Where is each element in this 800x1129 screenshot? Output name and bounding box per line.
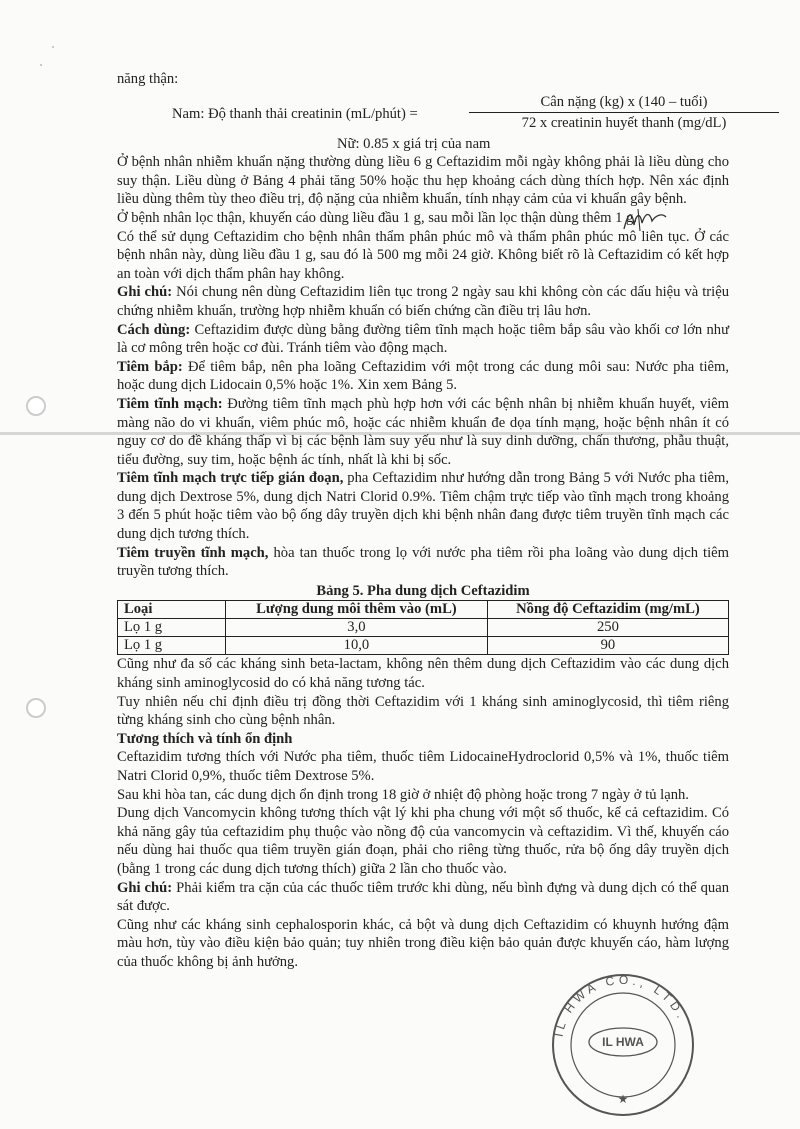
section-heading-compatibility: Tương thích và tính ổn định: [117, 730, 293, 747]
formula-denominator: 72 x creatinin huyết thanh (mg/dL): [521, 115, 727, 132]
table-header-row: [118, 601, 729, 619]
paragraph-cephalosporin: Cũng như các kháng sinh cephalosporin khác, cả bột và dung dịch Ceftazidim có khuynh hướng đậm màu hơn, tùy vào điều kiện bảo quản; tuy nhiên trong điều kiện bảo quản được khuyến cáo, hàm lượng của thuốc không bị ảnh hưởng.: [117, 916, 729, 970]
table-row: [118, 619, 729, 637]
paragraph-note-2: [117, 879, 729, 916]
scan-speck: [52, 46, 54, 48]
label-note: Ghi chú:: [117, 879, 173, 896]
paragraph-severe-infection: Ở bệnh nhân nhiễm khuẩn nặng thường dùng liều 6 g Ceftazidim mỗi ngày không phải là liều dùng cho suy thận. Liều dùng ở Bảng 4 phải tăng 50% hoặc thu hẹp khoảng cách dùng thích hợp. Nên xác định liều dùng thêm tùy theo điều trị, độ nặng của nhiễm khuẩn, tính nhạy cảm của vi khuẩn gây bệnh.: [117, 154, 729, 208]
formula-fraction: [469, 93, 779, 133]
table-cell: 3,0: [226, 619, 488, 637]
stamp-star-icon: ★: [617, 1092, 629, 1106]
label-intravenous: Tiêm tĩnh mạch:: [117, 395, 223, 412]
paragraph-peritoneal: Có thể sử dụng Ceftazidim cho bệnh nhân thẩm phân phúc mô và thẩm phân phúc mô liên tục. Ở các bệnh nhân này, dùng liều đầu 1 g, sau đó là 500 mg mỗi 24 giờ. Không biết rõ là Ceftazidim có kết hợp an toàn với dịch thẩm phân hay không.: [117, 228, 729, 282]
table-row: [118, 637, 729, 655]
table-cell: Lọ 1 g: [118, 637, 226, 655]
stamp-text: IL HWA: [602, 1035, 644, 1049]
label-intramuscular: Tiêm bắp:: [117, 358, 183, 375]
paragraph-beta-lactam: Cũng như đa số các kháng sinh beta-lactam, không nên thêm dung dịch Ceftazidim vào các dung dịch kháng sinh aminoglycosid do có khả năng tương tác.: [117, 656, 729, 692]
note-text: Nói chung nên dùng Ceftazidim liên tục trong 2 ngày sau khi không còn các dấu hiệu và triệu chứng nhiễm khuẩn, trường hợp nhiễm khuẩn có biến chứng cần điều trị lâu hơn.: [117, 284, 729, 319]
table-cell: 250: [487, 619, 728, 637]
label-iv-infusion: Tiêm truyền tĩnh mạch,: [117, 544, 269, 561]
label-administration: Cách dùng:: [117, 321, 191, 338]
paragraph-note-1: [117, 283, 729, 320]
administration-text: Ceftazidim được dùng bằng đường tiêm tĩnh mạch hoặc tiêm bắp sâu vào khối cơ lớn như là cơ mông trên hoặc cơ đùi. Tránh tiêm vào động mạch.: [117, 321, 729, 357]
scan-speck: [40, 64, 42, 66]
table-header: Lượng dung môi thêm vào (mL): [226, 601, 488, 619]
table-cell: Lọ 1 g: [118, 619, 226, 637]
table-cell: 90: [487, 637, 728, 655]
paragraph-aminoglycoside: Tuy nhiên nếu chỉ định điều trị đồng thời Ceftazidim với 1 kháng sinh aminoglycosid, thì tiêm riêng từng kháng sinh cho cùng bệnh nhân.: [117, 693, 729, 729]
table-header: Nồng độ Ceftazidim (mg/mL): [487, 601, 728, 619]
table-header: Loại: [118, 601, 226, 619]
label-iv-direct: Tiêm tĩnh mạch trực tiếp gián đoạn,: [117, 470, 344, 487]
punch-hole-bottom: [26, 698, 46, 718]
iv-direct-text: pha Ceftazidim như hướng dẫn trong Bảng 5 với Nước pha tiêm, dung dịch Dextrose 5%, dung dịch Natri Clorid 0.9%. Tiêm chậm trực tiếp vào tĩnh mạch trong khoảng 3 đến 5 phút hoặc tiêm vào bộ ống dây truyền dịch khi bệnh nhân đang được tiêm truyền tĩnh mạch các dung dịch tương thích.: [117, 470, 729, 543]
intravenous-text: Đường tiêm tĩnh mạch phù hợp hơn với các bệnh nhân bị nhiễm khuẩn huyết, viêm màng não do vi khuẩn, viêm phúc mô, hoặc các nhiễm khuẩn đe dọa tính mạng, hoặc bệnh nhân ít có nguy cơ do đề kháng thấp vì bị các bệnh làm suy yếu như là suy dinh dưỡng, chấn thương, phẫu thuật, tiểu đường, suy tim, hoặc bệnh ác tính, nhất là khi bị sốc.: [117, 395, 729, 468]
table-caption: Bảng 5. Pha dung dịch Ceftazidim: [316, 582, 530, 599]
label-note: Ghi chú:: [117, 284, 173, 301]
table-cell: 10,0: [226, 637, 488, 655]
reconstitution-table: [117, 600, 729, 655]
intro-text: năng thận:: [117, 71, 179, 87]
formula-numerator: Cân nặng (kg) x (140 – tuổi): [469, 93, 779, 114]
paragraph-intramuscular: [117, 358, 729, 395]
creatinine-formula: [117, 93, 729, 135]
intramuscular-text: Để tiêm bắp, nên pha loãng Ceftazidim với một trong các dung môi sau: Nước pha tiêm, hoặc dung dịch Lidocain 0,5% hoặc 1%. Xin xem Bảng 5.: [117, 358, 730, 394]
paragraph-intravenous: [117, 395, 729, 469]
stamp-ring-text: IL HWA CO., LTD.: [551, 972, 690, 1038]
company-stamp: [548, 970, 698, 1120]
paragraph-dialysis: Ở bệnh nhân lọc thận, khuyến cáo dùng liều đầu 1 g, sau mỗi lần lọc thận dùng thêm 1 g.: [117, 209, 637, 226]
paragraph-compatible-solutions: Ceftazidim tương thích với Nước pha tiêm, thuốc tiêm LidocaineHydroclorid 0,5% và 1%, thuốc tiêm Natri Clorid 0,9%, thuốc tiêm Dextrose 5%.: [117, 749, 729, 784]
paragraph-stability: Sau khi hòa tan, các dung dịch ổn định trong 18 giờ ở nhiệt độ phòng hoặc trong 7 ngày ở tủ lạnh.: [117, 786, 689, 803]
note-text: Phải kiểm tra cặn của các thuốc tiêm trước khi dùng, nếu bình đựng và dung dịch có thể quan sát được.: [117, 879, 729, 915]
formula-lhs: Nam: Độ thanh thải creatinin (mL/phút) =: [172, 105, 418, 122]
paragraph-vancomycin: Dung dịch Vancomycin không tương thích vật lý khi pha chung với một số thuốc, kể cả ceftazidim. Có khả năng gây tủa ceftazidim phụ thuộc vào nồng độ của vancomycin và ceftazidim. Vì thế, khuyến cáo nếu dùng hai thuốc qua tiêm truyền gián đoạn, phải cho riêng từng thuốc, rửa bộ ống dây truyền dịch (bằng 1 trong các dung dịch tương thích) giữa 2 lần cho thuốc vào.: [117, 805, 729, 877]
paragraph-iv-direct: [117, 469, 729, 543]
punch-hole-top: [26, 396, 46, 416]
paragraph-administration: [117, 321, 729, 358]
formula-female: Nữ: 0.85 x giá trị của nam: [337, 135, 491, 152]
paragraph-iv-infusion: [117, 544, 729, 581]
handwritten-initials: [620, 205, 670, 233]
iv-infusion-text: hòa tan thuốc trong lọ với nước pha tiêm rồi pha loãng vào dung dịch tiêm truyền tương thích.: [117, 544, 729, 580]
